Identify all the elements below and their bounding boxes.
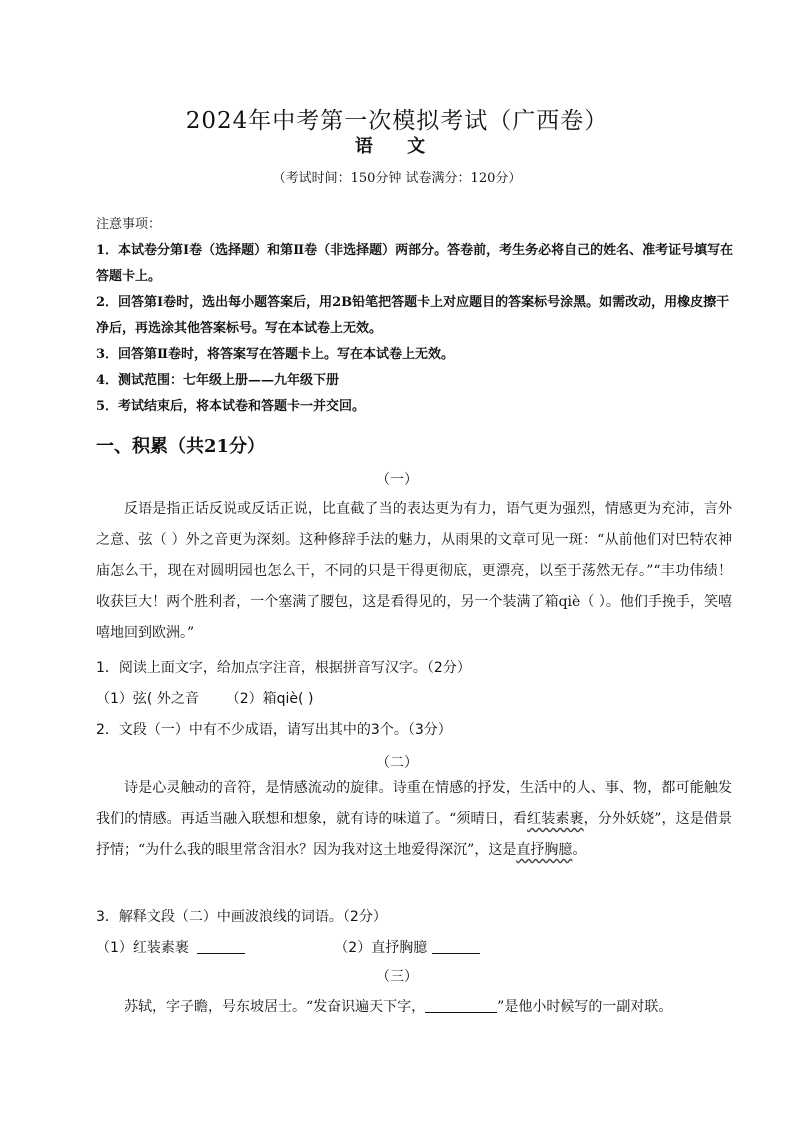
note-item-2: 2．回答第Ⅰ卷时，选出每小题答案后，用2B铅笔把答题卡上对应题目的答案标号涂黑。如需改动，用橡皮擦干净后，再选涂其他答案标号。写在本试卷上无效。 xyxy=(96,295,730,336)
note-item-1: 1．本试卷分第Ⅰ卷（选择题）和第Ⅱ卷（非选择题）两部分。答卷前，考生务必将自己的姓名、准考证号填写在答题卡上。 xyxy=(96,243,734,284)
q3-option-2: （2）直抒胸臆 xyxy=(334,940,428,956)
section-heading: 一、积累（共21分） xyxy=(96,436,266,457)
passage-2-text-c: 。 xyxy=(572,842,587,858)
answer-blank[interactable] xyxy=(432,939,480,954)
wavy-term-2: 直抒胸臆 xyxy=(516,842,573,858)
part-label-2: （二） xyxy=(376,755,418,771)
answer-blank[interactable] xyxy=(197,939,245,954)
question-3-options xyxy=(96,937,736,957)
notes-heading: 注意事项： xyxy=(96,217,162,232)
passage-3-text-b: ”是他小时候写的一副对联。 xyxy=(497,999,673,1015)
subject-title: 语 文 xyxy=(354,136,440,157)
q1-option-2: （2）箱qiè( ) xyxy=(225,691,314,707)
wavy-term-1: 红装素裹 xyxy=(527,811,584,827)
part-label-1: （一） xyxy=(376,472,418,488)
answer-blank[interactable] xyxy=(425,998,497,1013)
passage-3 xyxy=(96,992,732,1023)
question-1-options xyxy=(96,688,736,708)
passage-3-text-a: 苏轼，字子瞻，号东坡居士。“发奋识遍天下字， xyxy=(124,999,426,1015)
part-label-3: （三） xyxy=(376,969,418,985)
q3-option-1: （1）红装素裹 xyxy=(96,940,189,956)
passage-2-text-a: 诗是心灵触动的音符，是情感流动的旋律。诗重在情感的抒发，生活中的人、事、物，都可能触发我们的情感。再适当融入联想和想象，就有诗的味道了。“须晴日，看 xyxy=(96,780,732,827)
passage-1: 反语是指正话反说或反话正说，比直截了当的表达更为有力，语气更为强烈，情感更为充沛，言外之意、弦（ ）外之音更为深刻。这种修辞手法的魅力，从雨果的文章可见一斑：“从前他们对巴特农神庙怎么干，现在对圆明园也怎么干，不同的只是干得更彻底，更漂亮，以至于荡然无存。”“丰功伟绩！收获巨大！两个胜利者，一个塞满了腰包，这是看得见的，另一个装满了箱qiè（ ）。他们手挽手，笑嘻嘻地回到欧洲。” xyxy=(96,501,732,641)
exam-info: （考试时间：150分钟 试卷满分：120分） xyxy=(272,171,522,186)
notes-block xyxy=(96,212,736,420)
note-item-5: 5．考试结束后，将本试卷和答题卡一并交回。 xyxy=(96,399,366,414)
q1-option-1: （1）弦( 外之音 xyxy=(96,691,199,707)
passage-2-text-b: ，分外妖娆”，这是借景抒情；“为什么我的眼里常含泪水？因为我对这土地爱得深沉”，这是 xyxy=(96,811,733,858)
note-item-4: 4．测试范围：七年级上册——九年级下册 xyxy=(96,373,340,388)
question-2: 2．文段（一）中有不少成语，请写出其中的3个。（3分） xyxy=(96,722,452,738)
question-3: 3．解释文段（二）中画波浪线的词语。（2分） xyxy=(96,909,387,925)
exam-title: 2024年中考第一次模拟考试（广西卷） xyxy=(185,108,609,134)
question-1: 1．阅读上面文字，给加点字注音，根据拼音写汉字。（2分） xyxy=(96,660,471,676)
note-item-3: 3．回答第Ⅱ卷时，将答案写在答题卡上。写在本试卷上无效。 xyxy=(96,347,455,362)
passage-2 xyxy=(96,773,732,866)
